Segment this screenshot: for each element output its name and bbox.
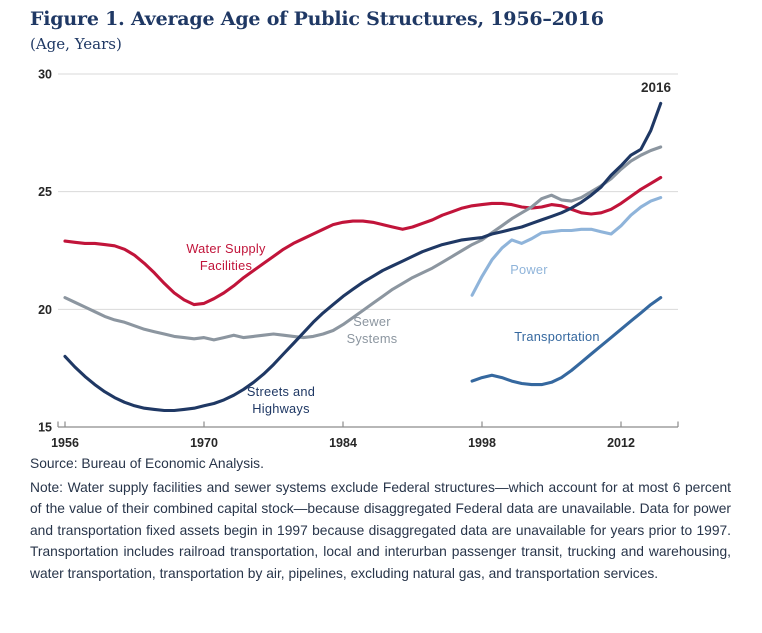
y-tick-label: 15 [38,420,52,435]
series-label-water-supply-facilities: Facilities [199,258,253,273]
x-tick-label: 1956 [51,436,79,450]
end-year-annotation: 2016 [640,80,672,95]
series-line-water-supply-facilities [65,178,661,305]
series-line-power [472,198,661,296]
chart-svg [0,60,762,460]
y-tick-label: 20 [38,302,52,317]
x-tick-label: 1970 [190,436,218,450]
series-label-sewer-systems: Systems [346,331,398,346]
tick-labels [38,68,635,451]
series-label-power: Power [510,262,548,277]
note-text: Note: Water supply facilities and sewer systems exclude Federal structures—which account for at most 6 percent of the value of their combined capital stock—because disaggregated Federal data are unavailable. Data for power and transportation fixed assets begin in 1997 because disaggregated data are unavailable for years prior to 1997. Transportation includes railroad transportation, local and interurban passenger transit, trucking and warehousing, water transportation, transportation by air, pipelines, excluding natural gas, and transportation services. [30,480,731,581]
series-label-sewer-systems: Sewer [353,314,391,329]
series-lines [65,103,661,410]
series-line-streets-and-highways [65,103,661,410]
gridlines [58,74,678,309]
x-tick-label: 2012 [607,436,635,450]
series-label-streets-and-highways: Highways [252,401,310,416]
series-label-water-supply-facilities: Water Supply [186,241,266,256]
x-tick-label: 1998 [468,436,496,450]
y-tick-label: 30 [38,67,52,82]
series-label-streets-and-highways: Streets and [246,384,316,399]
series-line-sewer-systems [65,147,661,340]
figure-subtitle: (Age, Years) [30,35,122,53]
source-text: Source: Bureau of Economic Analysis. [30,456,264,471]
x-tick-label: 1984 [329,436,357,450]
series-label-transportation: Transportation [514,329,600,344]
y-tick-label: 25 [38,185,52,200]
x-axis [58,422,678,428]
figure-title: Figure 1. Average Age of Public Structures, 1956–2016 [30,8,604,30]
